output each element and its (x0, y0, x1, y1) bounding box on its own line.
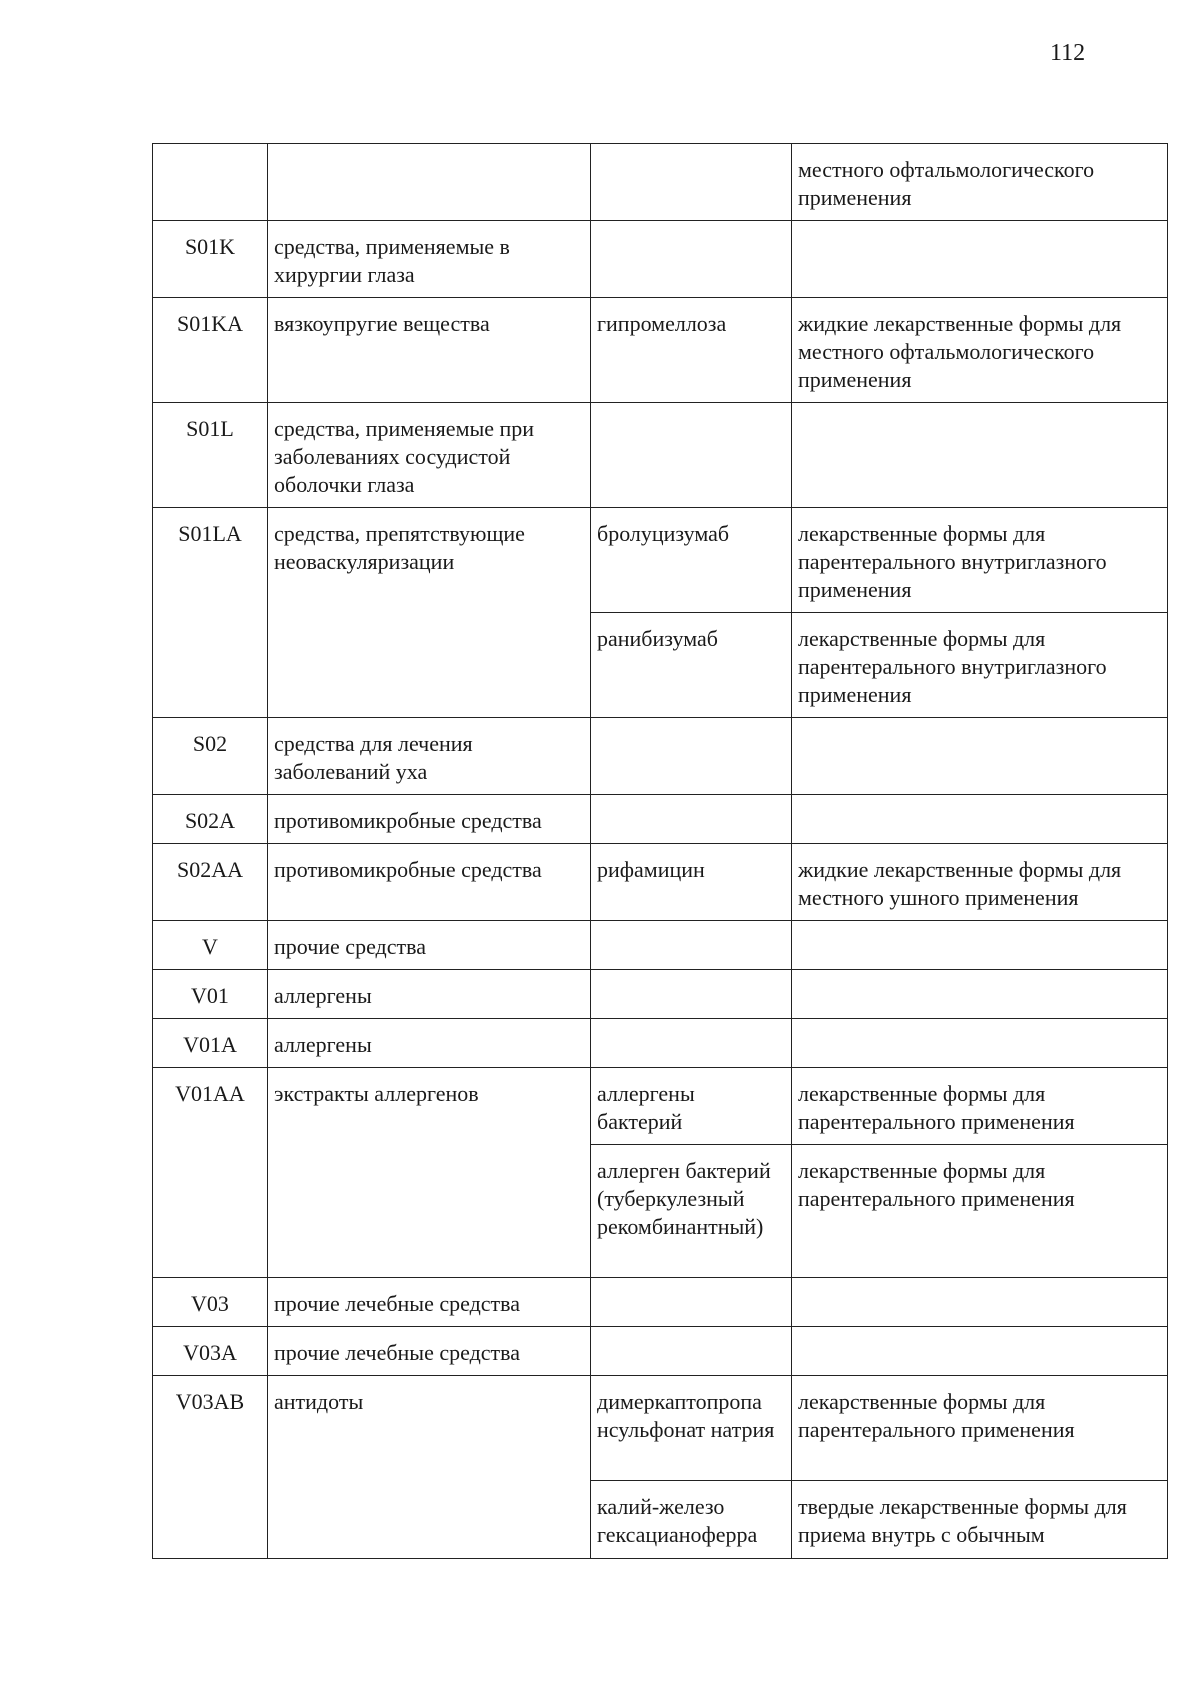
table-row (153, 298, 1168, 403)
dosage-form-cell (792, 1019, 1168, 1068)
group-name-cell: аллергены (268, 1019, 591, 1068)
group-name-cell: противомикробные средства (268, 844, 591, 921)
dosage-form-cell: лекарственные формы для парентерального применения (792, 1145, 1168, 1278)
atc-table (152, 143, 1168, 1559)
group-name-cell: антидоты (268, 1376, 591, 1559)
drug-name-cell: гипромеллоза (591, 298, 792, 403)
drug-name-cell: калий-железо гексацианоферра (591, 1481, 792, 1559)
atc-code-cell: S01LA (153, 508, 268, 718)
table-row (153, 1376, 1168, 1481)
atc-code-cell: S01L (153, 403, 268, 508)
dosage-form-cell: лекарственные формы для парентерального внутриглазного применения (792, 508, 1168, 613)
dosage-form-cell (792, 1278, 1168, 1327)
drug-name-cell (591, 1278, 792, 1327)
table-row (153, 718, 1168, 795)
dosage-form-cell: жидкие лекарственные формы для местного офтальмологического применения (792, 298, 1168, 403)
table-row (153, 970, 1168, 1019)
drug-name-cell: ранибизумаб (591, 613, 792, 718)
drug-name-cell (591, 921, 792, 970)
dosage-form-cell (792, 921, 1168, 970)
group-name-cell: прочие лечебные средства (268, 1327, 591, 1376)
dosage-form-cell (792, 970, 1168, 1019)
atc-code-cell: V03A (153, 1327, 268, 1376)
atc-code-cell: S02AA (153, 844, 268, 921)
atc-code-cell: V01 (153, 970, 268, 1019)
atc-code-cell: V03AB (153, 1376, 268, 1559)
table-row (153, 508, 1168, 613)
group-name-cell: прочие средства (268, 921, 591, 970)
drug-name-cell: димеркаптопропа нсульфонат натрия (591, 1376, 792, 1481)
table-row (153, 921, 1168, 970)
atc-code-cell: V03 (153, 1278, 268, 1327)
dosage-form-cell: лекарственные формы для парентерального внутриглазного применения (792, 613, 1168, 718)
drug-name-cell (591, 1327, 792, 1376)
atc-code-cell (153, 144, 268, 221)
dosage-form-cell: жидкие лекарственные формы для местного ушного применения (792, 844, 1168, 921)
group-name-cell: средства, препятствующие неоваскуляризации (268, 508, 591, 718)
drug-name-cell (591, 403, 792, 508)
drug-name-cell: аллерген бактерий (туберкулезный рекомбинантный) (591, 1145, 792, 1278)
atc-code-cell: S02 (153, 718, 268, 795)
group-name-cell: аллергены (268, 970, 591, 1019)
drug-name-cell (591, 718, 792, 795)
group-name-cell: средства, применяемые в хирургии глаза (268, 221, 591, 298)
table-row (153, 844, 1168, 921)
table-row (153, 1019, 1168, 1068)
drug-name-cell (591, 795, 792, 844)
drug-name-cell (591, 970, 792, 1019)
table-row (153, 795, 1168, 844)
dosage-form-cell: твердые лекарственные формы для приема внутрь с обычным (792, 1481, 1168, 1559)
atc-code-cell: S01K (153, 221, 268, 298)
group-name-cell: вязкоупругие вещества (268, 298, 591, 403)
group-name-cell: экстракты аллергенов (268, 1068, 591, 1278)
drug-name-cell: аллергены бактерий (591, 1068, 792, 1145)
group-name-cell: противомикробные средства (268, 795, 591, 844)
atc-code-cell: V (153, 921, 268, 970)
dosage-form-cell: лекарственные формы для парентерального применения (792, 1376, 1168, 1481)
dosage-form-cell (792, 795, 1168, 844)
drug-name-cell: бролуцизумаб (591, 508, 792, 613)
drug-name-cell (591, 144, 792, 221)
table-row (153, 1327, 1168, 1376)
table-row (153, 1278, 1168, 1327)
table-row (153, 403, 1168, 508)
table-row (153, 221, 1168, 298)
table-row (153, 144, 1168, 221)
atc-code-cell: V01A (153, 1019, 268, 1068)
atc-code-cell: S01KA (153, 298, 268, 403)
group-name-cell: средства для лечения заболеваний уха (268, 718, 591, 795)
group-name-cell: прочие лечебные средства (268, 1278, 591, 1327)
dosage-form-cell (792, 718, 1168, 795)
group-name-cell (268, 144, 591, 221)
atc-code-cell: S02A (153, 795, 268, 844)
dosage-form-cell: местного офтальмологического применения (792, 144, 1168, 221)
drug-name-cell (591, 221, 792, 298)
table-row (153, 1068, 1168, 1145)
atc-code-cell: V01AA (153, 1068, 268, 1278)
dosage-form-cell (792, 221, 1168, 298)
dosage-form-cell: лекарственные формы для парентерального применения (792, 1068, 1168, 1145)
drug-name-cell: рифамицин (591, 844, 792, 921)
dosage-form-cell (792, 403, 1168, 508)
page-number: 112 (1050, 40, 1086, 66)
drug-name-cell (591, 1019, 792, 1068)
group-name-cell: средства, применяемые при заболеваниях сосудистой оболочки глаза (268, 403, 591, 508)
dosage-form-cell (792, 1327, 1168, 1376)
